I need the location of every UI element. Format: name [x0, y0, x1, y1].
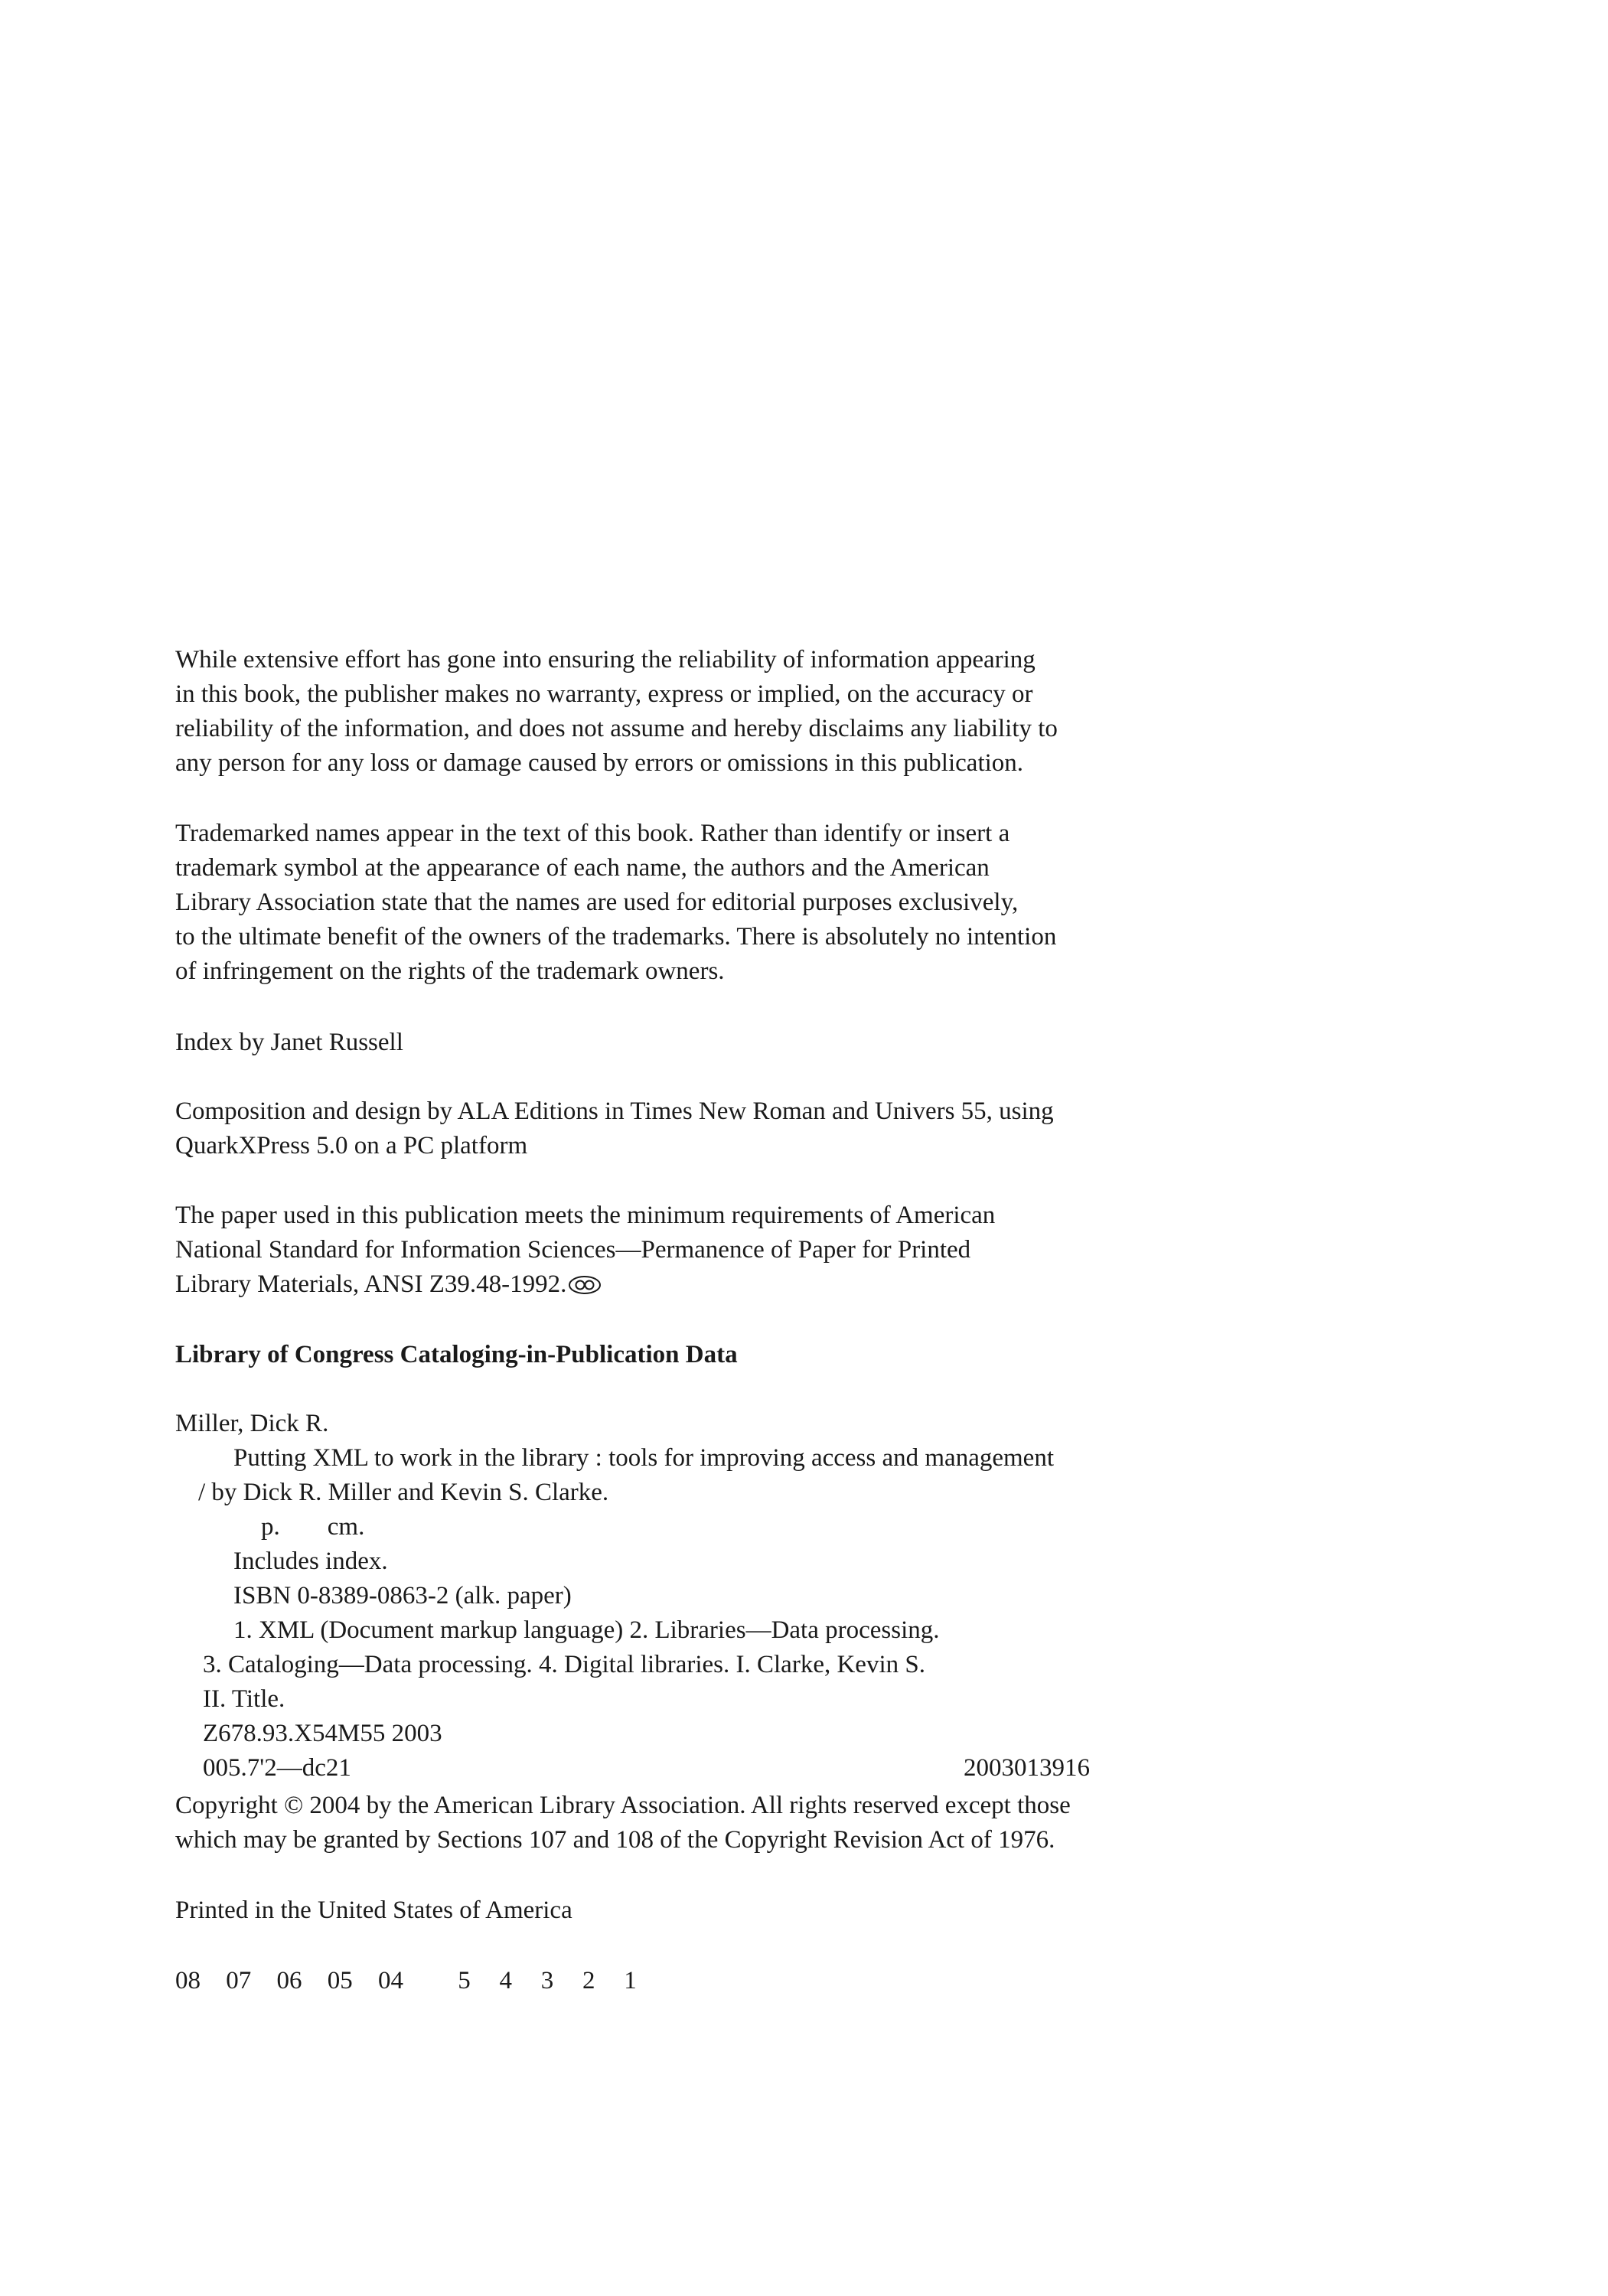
copyright-line: which may be granted by Sections 107 and 108 of the Copyright Revision Act of 1976. — [175, 1826, 1055, 1854]
disclaimer-line: in this book, the publisher makes no warranty, express or implied, on the accuracy or — [175, 680, 1033, 708]
printing-impression: 2 — [582, 1967, 595, 1994]
disclaimer-line: any person for any loss or damage caused by errors or omissions in this publication. — [175, 749, 1024, 777]
disclaimer-paragraph — [175, 643, 1058, 781]
printing-year: 06 — [276, 1967, 302, 1994]
printing-year: 05 — [327, 1967, 353, 1994]
trademark-line: to the ultimate benefit of the owners of the trademarks. There is absolutely no intention — [175, 923, 1057, 951]
paper-line: The paper used in this publication meets the minimum requirements of American — [175, 1202, 996, 1229]
disclaimer-line: reliability of the information, and does not assume and hereby disclaims any liability to — [175, 715, 1058, 742]
composition-line: Composition and design by ALA Editions in Times New Roman and Univers 55, using — [175, 1097, 1054, 1125]
cip-subjects: II. Title. — [203, 1685, 285, 1713]
index-credit: Index by Janet Russell — [175, 1029, 403, 1056]
printing-impression: 3 — [540, 1967, 554, 1994]
trademark-line: of infringement on the rights of the trademark owners. — [175, 957, 725, 985]
cip-cm: cm. — [327, 1513, 365, 1541]
trademark-line: Library Association state that the names are used for editorial purposes exclusively, — [175, 889, 1019, 916]
cip-dewey: 005.7'2—dc21 — [203, 1754, 351, 1782]
paper-line — [175, 1267, 995, 1302]
printing-impression: 4 — [499, 1967, 512, 1994]
copyright-paragraph — [175, 1789, 1071, 1857]
printing-impression: 1 — [624, 1967, 637, 1994]
cip-includes: Includes index. — [233, 1548, 388, 1575]
printing-impression: 5 — [458, 1967, 471, 1994]
permanence-of-paper-icon — [568, 1275, 602, 1295]
trademark-paragraph — [175, 817, 1056, 989]
printed-in: Printed in the United States of America — [175, 1896, 572, 1924]
cip-lccn: 2003013916 — [964, 1754, 1090, 1782]
trademark-line: Trademarked names appear in the text of this book. Rather than identify or insert a — [175, 820, 1010, 847]
cip-title-line: Putting XML to work in the library : tools for improving access and management — [233, 1444, 1054, 1472]
printing-year: 08 — [175, 1967, 201, 1994]
copyright-line: Copyright © 2004 by the American Library Association. All rights reserved except those — [175, 1792, 1071, 1819]
composition-line: QuarkXPress 5.0 on a PC platform — [175, 1132, 528, 1159]
cip-record — [175, 1407, 1231, 1786]
disclaimer-line: While extensive effort has gone into ensuring the reliability of information appearing — [175, 646, 1036, 673]
cip-author: Miller, Dick R. — [175, 1410, 329, 1437]
composition-paragraph — [175, 1094, 1054, 1163]
cip-heading: Library of Congress Cataloging-in-Publication Data — [175, 1341, 738, 1368]
printing-year: 04 — [378, 1967, 403, 1994]
cip-title-line: / by Dick R. Miller and Kevin S. Clarke. — [198, 1479, 609, 1506]
cip-isbn: ISBN 0-8389-0863-2 (alk. paper) — [233, 1582, 572, 1609]
cip-physical — [175, 1510, 1231, 1544]
printing-year: 07 — [226, 1967, 252, 1994]
paper-line-text: Library Materials, ANSI Z39.48-1992. — [175, 1270, 567, 1298]
paper-line: National Standard for Information Sciences—Permanence of Paper for Printed — [175, 1236, 971, 1264]
printing-line — [175, 1964, 659, 1998]
cip-subjects: 3. Cataloging—Data processing. 4. Digital libraries. I. Clarke, Kevin S. — [203, 1651, 925, 1678]
cip-pages: p. — [261, 1513, 280, 1541]
cip-call-number: Z678.93.X54M55 2003 — [203, 1720, 442, 1747]
trademark-line: trademark symbol at the appearance of each name, the authors and the American — [175, 854, 990, 882]
cip-subjects: 1. XML (Document markup language) 2. Libraries—Data processing. — [233, 1616, 940, 1644]
paper-paragraph — [175, 1199, 995, 1302]
cip-classification — [175, 1751, 1231, 1786]
